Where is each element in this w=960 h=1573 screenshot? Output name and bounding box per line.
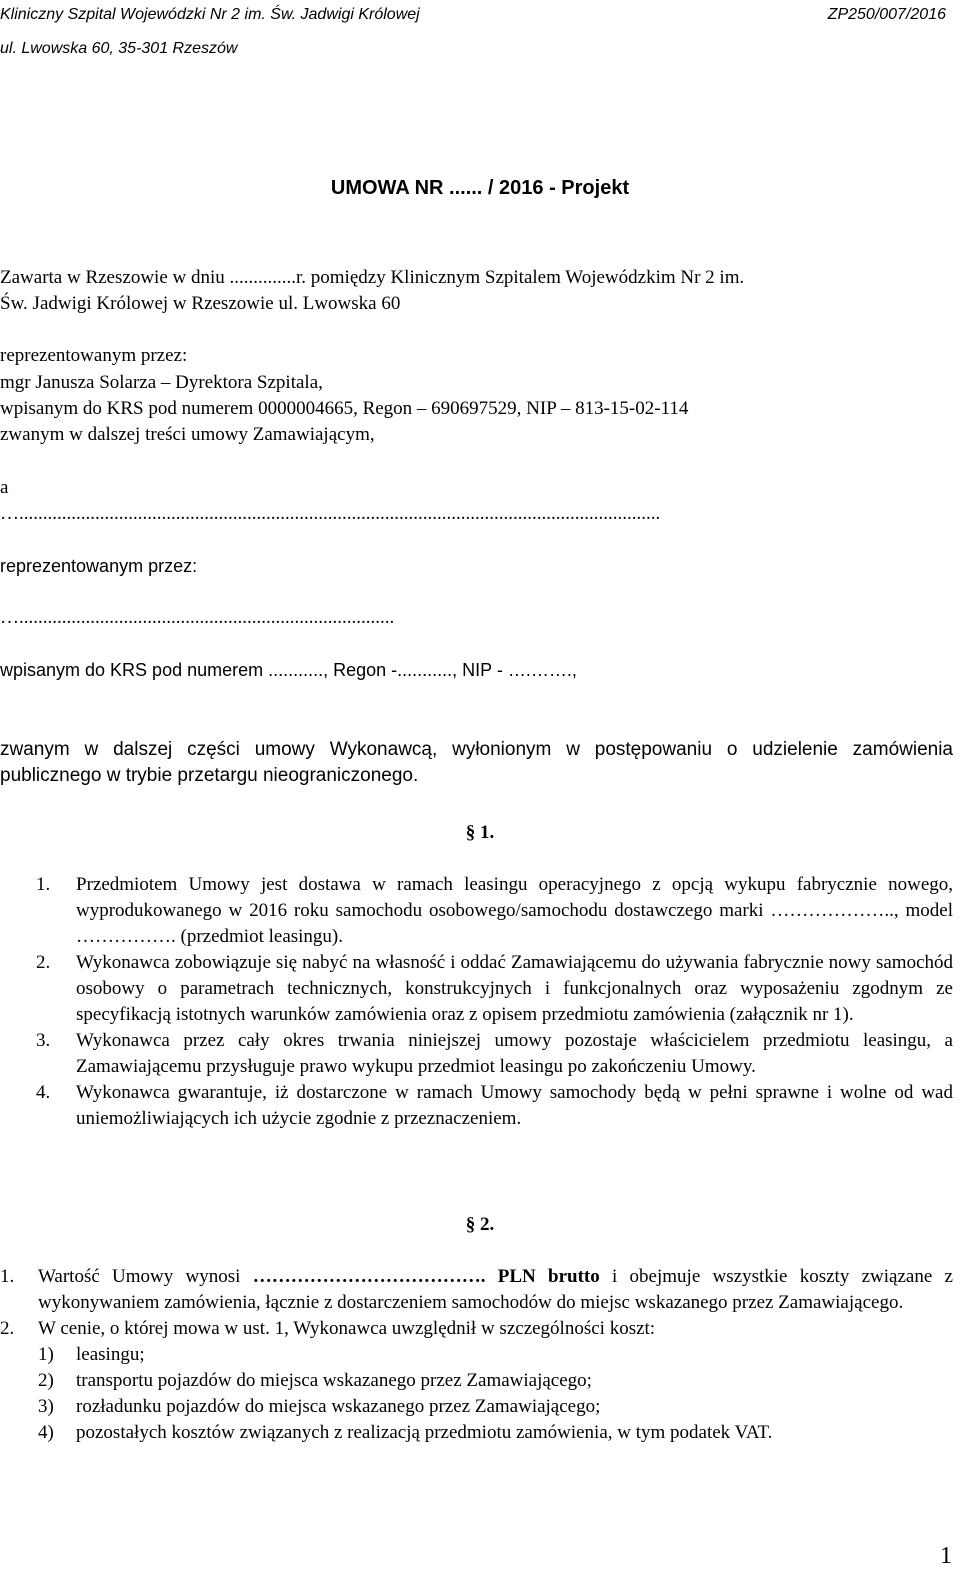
item-text: leasingu; — [76, 1344, 145, 1365]
list-item — [0, 1264, 953, 1316]
ordering-party-definition: zwanym w dalszej treści umowy Zamawiającym, — [0, 424, 375, 445]
registration-details: wpisanym do KRS pod numerem 0000004665, Regon – 690697529, NIP – 813-15-02-114 — [0, 398, 689, 419]
list-item — [0, 950, 953, 1028]
section-1-heading: § 1. — [465, 822, 495, 843]
item-text: pozostałych kosztów związanych z realizacją przedmiotu zamówienia, w tym podatek VAT. — [76, 1422, 773, 1443]
intro-line-1: Zawarta w Rzeszowie w dniu ..............r. pomiędzy Klinicznym Szpitalem Wojewódzkim Nr 2 im. — [0, 267, 745, 288]
contractor-registration-details: wpisanym do KRS pod numerem ..........., Regon -..........., NIP - ….……., — [0, 660, 577, 680]
item-text: Wykonawca przez cały okres trwania niniejszej umowy pozostaje właścicielem przedmiotu leasingu, a Zamawiającemu przysługuje prawo wykupu przedmiot leasingu po zakończeniu Umowy. — [76, 1030, 953, 1077]
item-number: 1. — [36, 874, 51, 895]
list-item — [0, 1316, 953, 1446]
item-number: 1. — [0, 1266, 15, 1287]
list-item — [38, 1342, 953, 1368]
contract-value-label: Wartość Umowy wynosi — [38, 1266, 253, 1287]
item-number: 2) — [38, 1370, 54, 1391]
list-item — [38, 1420, 953, 1446]
item-number: 2. — [36, 952, 51, 973]
representative-name: mgr Janusza Solarza – Dyrektora Szpitala, — [0, 372, 323, 393]
contractor-representative-label: reprezentowanym przez: — [0, 556, 198, 576]
contract-value-description: i obejmuje wszystkie koszty związane z wykonywaniem zamówienia, łącznie z dostarczeniem samochodów do miejsc wskazanego przez Zamawiającego. — [38, 1266, 953, 1313]
item-text: transportu pojazdów do miejsca wskazanego przez Zamawiającego; — [76, 1370, 592, 1391]
item-number: 1) — [38, 1344, 54, 1365]
list-item — [0, 872, 953, 950]
cost-components-list — [38, 1342, 953, 1446]
section-2-heading: § 2. — [465, 1214, 495, 1235]
item-text: W cenie, o której mowa w ust. 1, Wykonawca uwzględnił w szczególności koszt: — [38, 1318, 656, 1339]
item-text: Wykonawca zobowiązuje się nabyć na własność i oddać Zamawiającemu do używania fabrycznie nowy samochód osobowy o parametrach technicznych, konstrukcyjnych i funkcjonalnych oraz wyposażeniu zgodnym ze specyfikacją istotnych warunków zamówienia oraz z opisem przedmiotu zamówienia (załącznik nr 1). — [76, 952, 953, 1025]
item-number: 3) — [38, 1396, 54, 1417]
header-reference-number: ZP250/007/2016 — [827, 6, 946, 23]
document-title: UMOWA NR ...... / 2016 - Projekt — [330, 177, 630, 199]
item-text: Przedmiotem Umowy jest dostawa w ramach leasingu operacyjnego z opcją wykupu fabrycznie nowego, wyprodukowanego w 2016 roku samochodu osobowego/samochodu dostawczego marki ……………….., model ……………. (przedmiot leasingu). — [76, 874, 953, 947]
contract-value-amount: ………………………………. PLN brutto — [252, 1266, 600, 1287]
list-item — [0, 1080, 953, 1132]
item-text: Wykonawca gwarantuje, iż dostarczone w ramach Umowy samochody będą w pełni sprawne i wolne od wad uniemożliwiających ich użycie zgodnie z przeznaczeniem. — [76, 1082, 953, 1129]
item-text: rozładunku pojazdów do miejsca wskazanego przez Zamawiającego; — [76, 1396, 601, 1417]
item-number: 4. — [36, 1082, 51, 1103]
contractor-definition: zwanym w dalszej części umowy Wykonawcą, wyłonionym w postępowaniu o udzielenie zamówienia publicznego w trybie przetargu nieograniczonego. — [0, 739, 953, 786]
list-item — [38, 1368, 953, 1394]
contractor-representative-blank: …............................................................................... — [0, 607, 395, 628]
list-item — [0, 1028, 953, 1080]
list-item — [38, 1394, 953, 1420]
item-number: 3. — [36, 1030, 51, 1051]
header-hospital-name: Kliniczny Szpital Wojewódzki Nr 2 im. Św. Jadwigi Królowej — [0, 6, 420, 23]
page-number: 1 — [940, 1543, 952, 1569]
contractor-name-blank: …....................................................................................................................................... — [0, 503, 661, 524]
header-address: ul. Lwowska 60, 35-301 Rzeszów — [0, 40, 238, 57]
section-1-list — [0, 872, 953, 1132]
intro-line-2: Św. Jadwigi Królowej w Rzeszowie ul. Lwowska 60 — [0, 293, 401, 314]
and-conjunction: a — [0, 477, 9, 498]
item-number: 4) — [38, 1422, 54, 1443]
item-number: 2. — [0, 1318, 15, 1339]
section-2-list — [0, 1264, 953, 1446]
representative-label: reprezentowanym przez: — [0, 345, 188, 366]
